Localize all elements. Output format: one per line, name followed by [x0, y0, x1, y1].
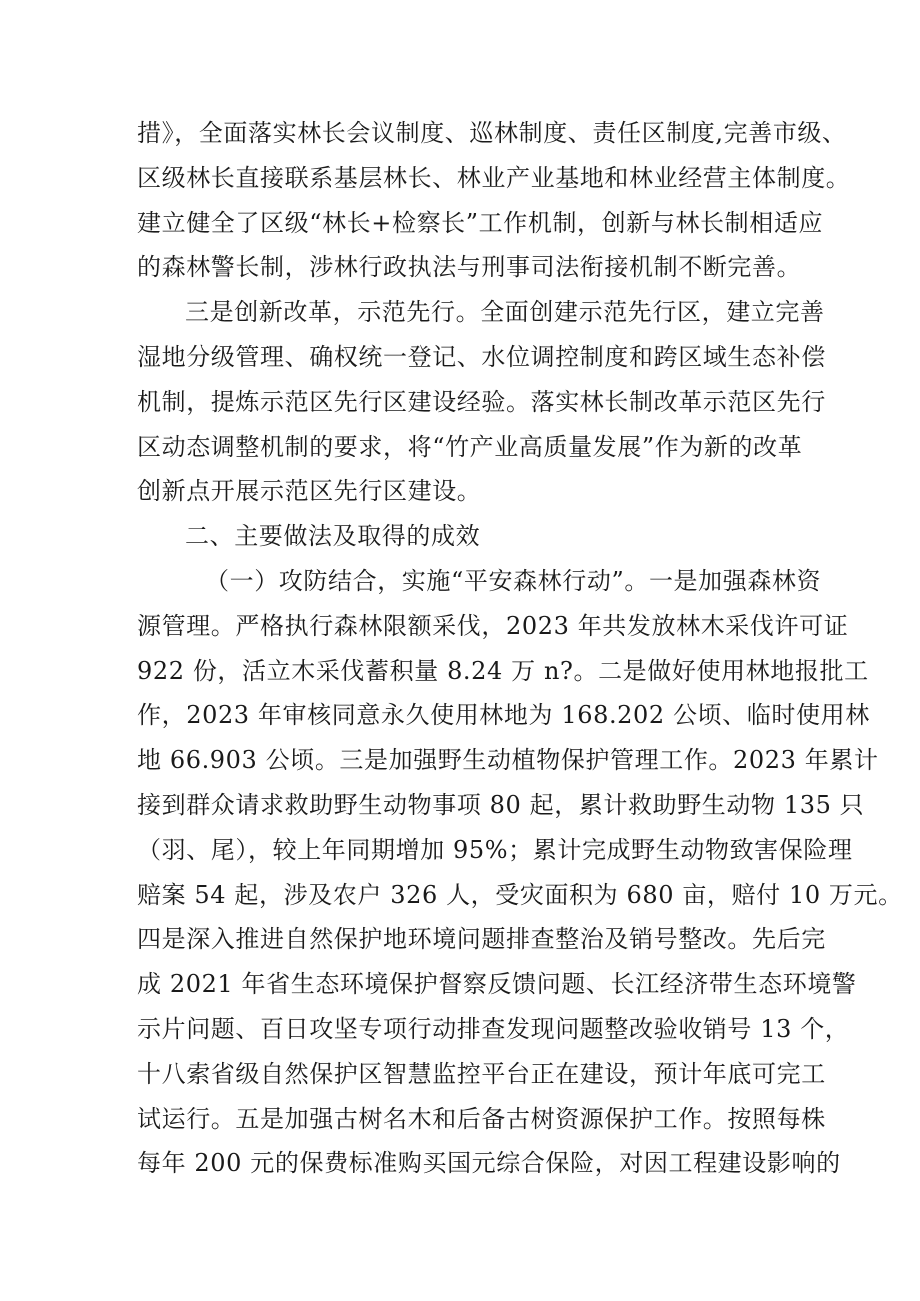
paragraph-line: 源管理。严格执行森林限额采伐，2023 年共发放林木采伐许可证: [137, 612, 849, 640]
paragraph-line: （羽、尾），较上年同期增加 95%；累计完成野生动物致害保险理: [137, 836, 853, 864]
paragraph-line: 三是创新改革，示范先行。全面创建示范先行区，建立完善: [185, 298, 825, 326]
paragraph-line: 机制，提炼示范区先行区建设经验。落实林长制改革示范区先行: [137, 388, 826, 416]
paragraph-line: 地 66.903 公顷。三是加强野生动植物保护管理工作。2023 年累计: [137, 746, 879, 774]
paragraph-line: 接到群众请求救助野生动物事项 80 起，累计救助野生动物 135 只: [137, 791, 865, 819]
paragraph-line: 建立健全了区级“林长+检察长”工作机制，创新与林长制相适应: [137, 209, 824, 237]
paragraph-line: 成 2021 年省生态环境保护督察反馈问题、长江经济带生态环境警: [137, 970, 857, 998]
paragraph-line: 四是深入推进自然保护地环境问题排查整治及销号整改。先后完: [137, 925, 826, 953]
paragraph-line: 922 份，活立木采伐蓄积量 8.24 万 n?。二是做好使用林地报批工: [137, 657, 869, 685]
paragraph-line: 湿地分级管理、确权统一登记、水位调控制度和跨区域生态补偿: [137, 343, 826, 371]
paragraph-line: （一）攻防结合，实施“平安森林行动”。一是加强森林资: [205, 567, 822, 595]
paragraph-line: 作，2023 年审核同意永久使用林地为 168.202 公顷、临时使用林: [137, 701, 870, 729]
paragraph-line: 试运行。五是加强古树名木和后备古树资源保护工作。按照每株: [137, 1105, 826, 1133]
paragraph-line: 示片问题、百日攻坚专项行动排查发现问题整改验收销号 13 个，: [137, 1015, 850, 1043]
paragraph-line: 区动态调整机制的要求，将“竹产业高质量发展”作为新的改革: [137, 433, 803, 461]
section-heading: 二、主要做法及取得的成效: [185, 522, 481, 550]
paragraph-line: 每年 200 元的保费标准购买国元综合保险，对因工程建设影响的: [137, 1149, 841, 1177]
paragraph-line: 的森林警长制，涉林行政执法与刑事司法衔接机制不断完善。: [137, 253, 802, 281]
paragraph-line: 创新点开展示范区先行区建设。: [137, 477, 482, 505]
paragraph-line: 十八索省级自然保护区智慧监控平台正在建设，预计年底可完工: [137, 1060, 826, 1088]
paragraph-line: 区级林长直接联系基层林长、林业产业基地和林业经营主体制度。: [137, 164, 851, 192]
paragraph-line: 赔案 54 起，涉及农户 326 人，受灾面积为 680 亩，赔付 10 万元。: [137, 881, 903, 909]
paragraph-line: 措》，全面落实林长会议制度、巡林制度、责任区制度,完善市级、: [137, 119, 847, 147]
